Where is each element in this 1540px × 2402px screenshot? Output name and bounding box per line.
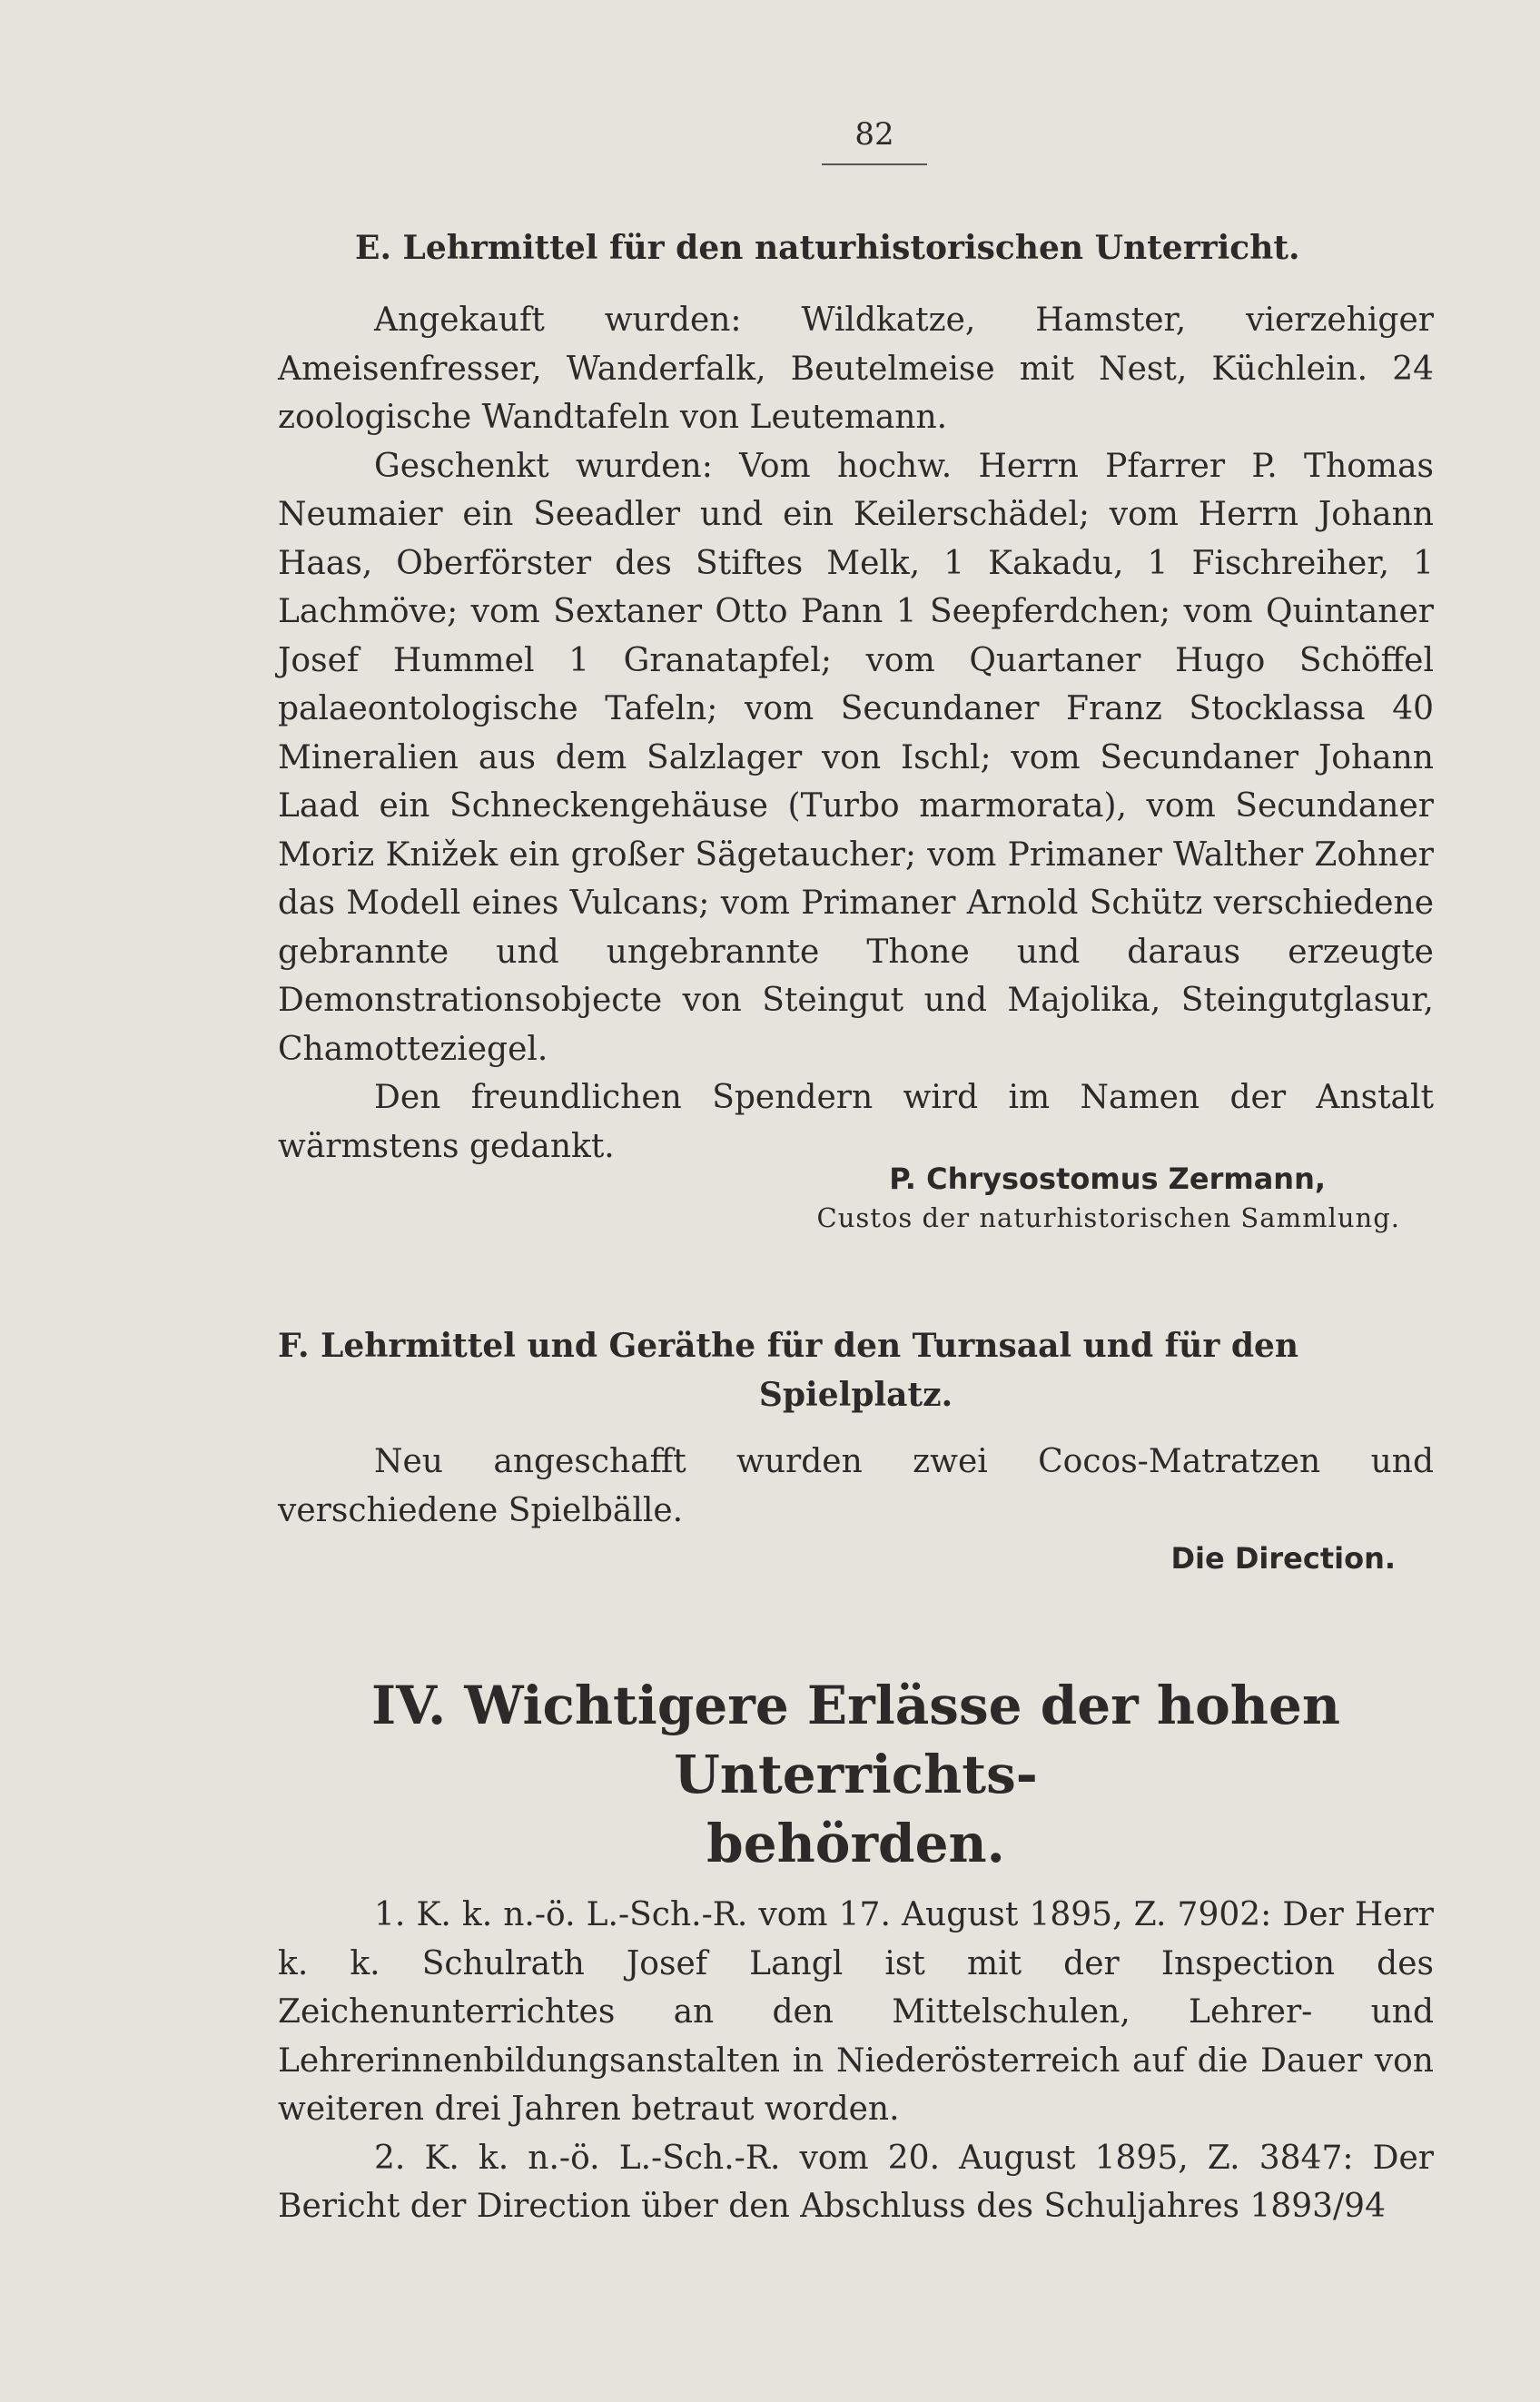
decree-item-1: 1. K. k. n.-ö. L.-Sch.-R. vom 17. August 1895, Z. 7902: Der Herr k. k. Schulrath Josef Langl ist mit der Inspection des Zeichenunterrichtes an den Mittelschulen, Lehrer- und Lehrerinnenbildungsanstalten in Niederösterreich auf die Dauer von weiteren drei Jahren betraut worden.: [278, 1896, 1434, 2128]
section-e-signature: [278, 1159, 1434, 1237]
section-f-heading-line1: F. Lehrmittel und Geräthe für den Turnsaal und für den: [278, 1327, 1299, 1365]
section-f: [278, 1321, 1434, 1578]
section-e: [278, 223, 1434, 272]
page-number: 82: [822, 116, 927, 165]
purchased-paragraph: Angekauft wurden: Wildkatze, Hamster, vierzehiger Ameisenfresser, Wanderfalk, Beutelmeise mit Nest, Küchlein. 24 zoologische Wandtafeln von Leutemann.: [278, 301, 1434, 436]
signature-name: P. Chrysostomus Zermann,: [889, 1161, 1326, 1196]
section-iv-heading-line2: behörden.: [706, 1813, 1005, 1874]
direction-signature: Die Direction.: [1170, 1541, 1396, 1576]
section-e-heading: E. Lehrmittel für den naturhistorischen Unterricht.: [355, 229, 1300, 267]
section-f-heading-line2: Spielplatz.: [758, 1376, 953, 1414]
section-iv-heading-line1: IV. Wichtigere Erlässe der hohen Unterrichts-: [370, 1675, 1341, 1805]
section-f-text: Neu angeschafft wurden zwei Cocos-Matratzen und verschiedene Spielbälle.: [278, 1443, 1434, 1529]
decree-item-2: 2. K. k. n.-ö. L.-Sch.-R. vom 20. August 1895, Z. 3847: Der Bericht der Direction über den Abschluss des Schuljahres 1893/94: [278, 2139, 1434, 2225]
section-e-body: [278, 296, 1434, 1171]
thanks-paragraph: Den freundlichen Spendern wird im Namen der Anstalt wärmstens gedankt.: [278, 1079, 1434, 1165]
donated-paragraph: Geschenkt wurden: Vom hochw. Herrn Pfarrer P. Thomas Neumaier ein Seeadler und ein Keilerschädel; vom Herrn Johann Haas, Oberförster des Stiftes Melk, 1 Kakadu, 1 Fischreiher, 1 Lachmöve; vom Sextaner Otto Pann 1 Seepferdchen; vom Quintaner Josef Hummel 1 Granatapfel; vom Quartaner Hugo Schöffel palaeontologische Tafeln; vom Secundaner Franz Stocklassa 40 Mineralien aus dem Salzlager von Ischl; vom Secundaner Johann Laad ein Schneckengehäuse (Turbo marmorata), vom Secundaner Moriz Knižek ein großer Sägetaucher; vom Primaner Walther Zohner das Modell eines Vulcans; vom Primaner Arnold Schütz verschiedene gebrannte und ungebrannte Thone und daraus erzeugte Demonstrationsobjecte von Steingut und Majolika, Steingutglasur, Chamotteziegel.: [278, 447, 1434, 1068]
signature-role: Custos der naturhistorischen Sammlung.: [816, 1202, 1400, 1233]
section-iv: [278, 1671, 1434, 2231]
